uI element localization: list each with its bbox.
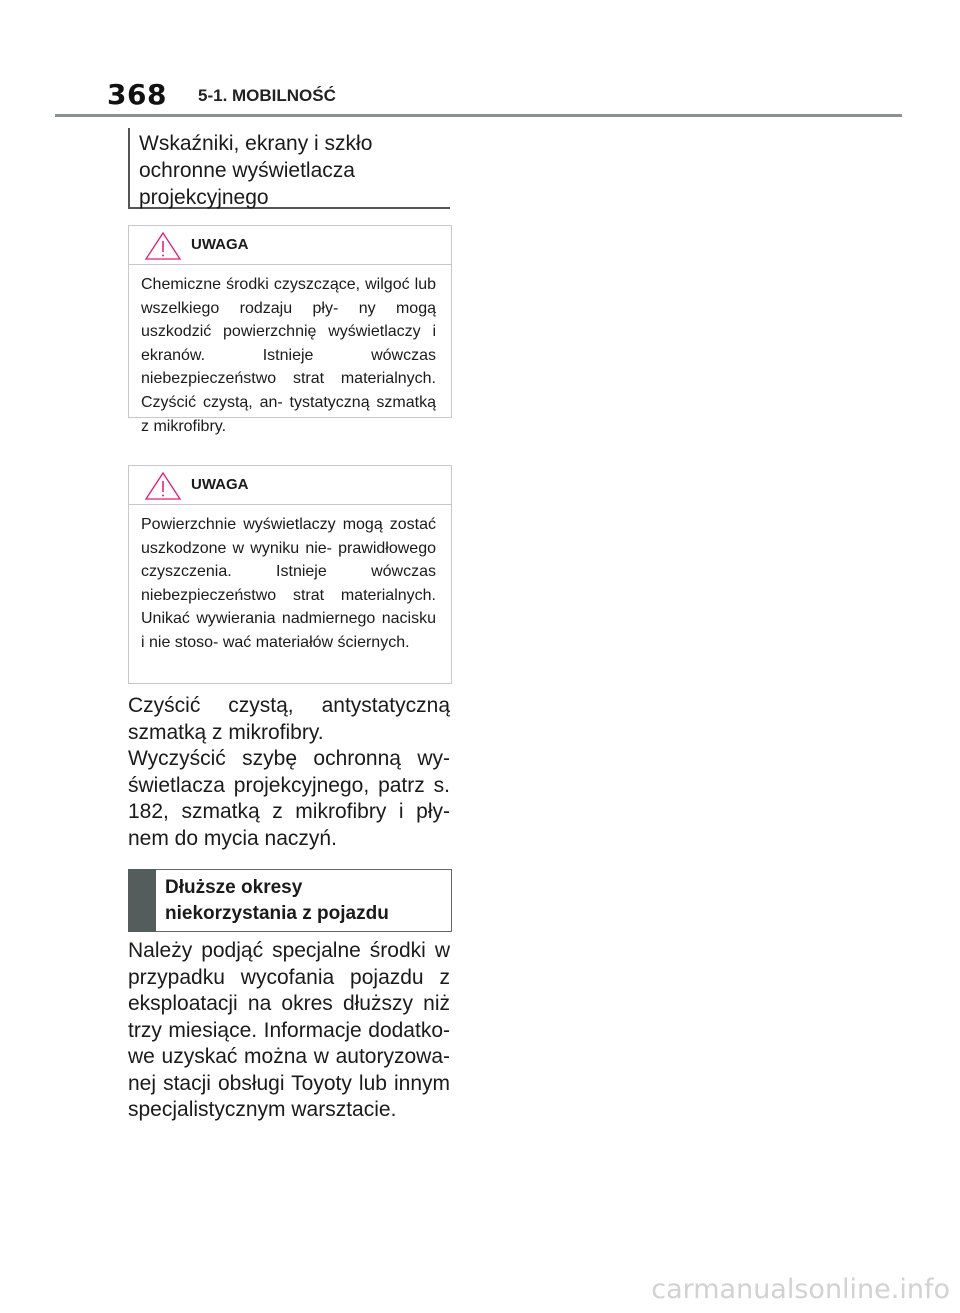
warning-triangle-icon xyxy=(144,471,182,501)
section-heading-line: niekorzystania z pojazdu xyxy=(165,903,389,924)
section-heading xyxy=(165,875,389,927)
warning-triangle-icon xyxy=(144,231,182,261)
notice-box xyxy=(128,465,452,684)
header-rule xyxy=(55,114,902,117)
notice-label: UWAGA xyxy=(191,236,249,253)
page-number: 368 xyxy=(107,78,167,111)
subsection-heading xyxy=(128,128,450,209)
subsection-heading-line: Wskaźniki, ekrany i szkło xyxy=(139,132,373,155)
notice-label: UWAGA xyxy=(191,476,249,493)
section-heading-box xyxy=(128,869,452,932)
body-paragraph: Wyczyścić szybę ochronną wy- świetlacza projekcyjnego, patrz s. 182, szmatką z mikrofibry i pły- nem do mycia naczyń. xyxy=(128,747,450,850)
notice-text: Chemiczne środki czyszczące, wilgoć lub wszelkiego rodzaju pły- ny mogą uszkodzić powierzchnię wyświetlaczy i ekranów. Istnieje wówczas niebezpieczeństwo strat materialnych. Czyścić czystą, an- tystatyczną szmatką z mikrofibry. xyxy=(141,276,436,435)
section-title: 5-1. MOBILNOŚĆ xyxy=(198,86,336,105)
body-paragraph: Należy podjąć specjalne środki w przypadku wycofania pojazdu z eksploatacji na okres dłuższy niż trzy miesiące. Informacje dodatko- we uzyskać można w autoryzowa- nej stacji obsługi Toyoty lub innym specjalistycznym warsztacie. xyxy=(128,939,450,1121)
notice-text: Powierzchnie wyświetlaczy mogą zostać uszkodzone w wyniku nie- prawidłowego czyszczenia. Istnieje wówczas niebezpieczeństwo strat materialnych. Unikać wywierania nadmiernego nacisku i nie stoso- wać materiałów ściernych. xyxy=(141,516,436,651)
subsection-heading-line: ochronne wyświetlacza xyxy=(139,159,355,182)
subsection-heading-line: projekcyjnego xyxy=(139,186,269,209)
notice-box xyxy=(128,225,452,435)
body-paragraph: Czyścić czystą, antystatyczną szmatką z mikrofibry. xyxy=(128,694,450,744)
watermark: carmanualsonline.info xyxy=(651,1274,950,1305)
section-heading-line: Dłuższe okresy xyxy=(165,877,303,898)
notice-header xyxy=(129,226,451,265)
notice-header xyxy=(129,466,451,505)
section-heading-bar xyxy=(128,869,156,932)
